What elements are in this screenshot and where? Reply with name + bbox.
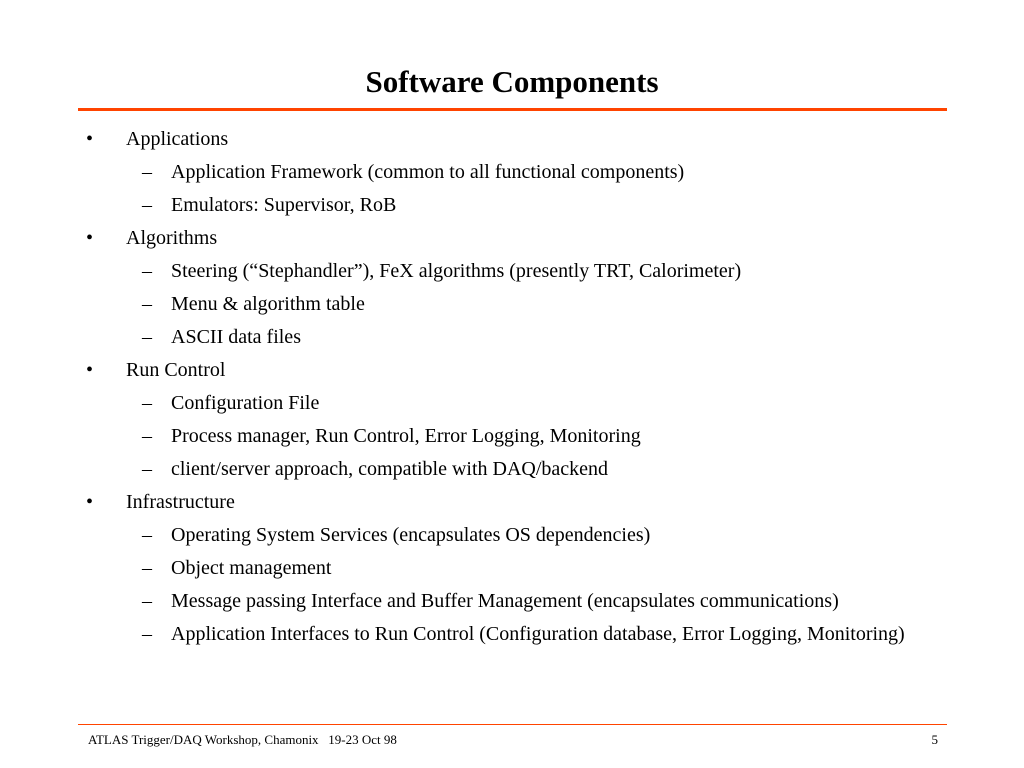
bullet-marker: •: [86, 128, 94, 150]
sub-list: [0, 387, 1024, 486]
sub-item-text: Emulators: Supervisor, RoB: [171, 194, 397, 216]
bullet-label: Run Control: [126, 359, 226, 381]
bullet-list: [0, 123, 1024, 651]
sub-item-text: ASCII data files: [171, 326, 301, 348]
sub-item: [0, 321, 1024, 354]
sub-marker: –: [142, 524, 152, 546]
slide-title: Software Components: [365, 64, 659, 99]
sub-list: [0, 156, 1024, 222]
sub-marker: –: [142, 194, 152, 216]
sub-item-text: Application Interfaces to Run Control (Configuration database, Error Logging, Monitoring): [171, 623, 905, 645]
sub-item: [0, 255, 1024, 288]
sub-item: [0, 420, 1024, 453]
sub-item-text: Menu & algorithm table: [171, 293, 365, 315]
bullet-marker: •: [86, 491, 94, 513]
sub-item: [0, 552, 1024, 585]
sub-marker: –: [142, 326, 152, 348]
sub-marker: –: [142, 623, 152, 645]
sub-marker: –: [142, 161, 152, 183]
sub-item-text: Steering (“Stephandler”), FeX algorithms (presently TRT, Calorimeter): [171, 260, 742, 282]
bullet-section: [0, 486, 1024, 651]
bullet-item: [0, 222, 1024, 255]
footer-divider: [78, 724, 947, 725]
sub-item-text: Configuration File: [171, 392, 320, 414]
sub-list: [0, 519, 1024, 651]
sub-item: [0, 519, 1024, 552]
sub-marker: –: [142, 557, 152, 579]
sub-item: [0, 618, 1024, 651]
footer-event-text: ATLAS Trigger/DAQ Workshop, Chamonix 19-23 Oct 98: [88, 732, 397, 747]
bullet-marker: •: [86, 227, 94, 249]
sub-item-text: Application Framework (common to all functional components): [171, 161, 685, 183]
sub-item: [0, 288, 1024, 321]
bullet-section: [0, 123, 1024, 222]
page-number: 5: [931, 732, 938, 747]
sub-item: [0, 387, 1024, 420]
bullet-label: Infrastructure: [126, 491, 235, 513]
sub-item: [0, 585, 1024, 618]
sub-marker: –: [142, 392, 152, 414]
bullet-label: Applications: [126, 128, 229, 150]
sub-marker: –: [142, 293, 152, 315]
sub-marker: –: [142, 590, 152, 612]
sub-item: [0, 453, 1024, 486]
sub-item-text: Process manager, Run Control, Error Logging, Monitoring: [171, 425, 641, 447]
bullet-item: [0, 354, 1024, 387]
bullet-marker: •: [86, 359, 94, 381]
bullet-section: [0, 354, 1024, 486]
sub-item: [0, 156, 1024, 189]
title-divider: [78, 108, 947, 111]
bullet-section: [0, 222, 1024, 354]
sub-list: [0, 255, 1024, 354]
bullet-label: Algorithms: [126, 227, 218, 249]
sub-item-text: Operating System Services (encapsulates OS dependencies): [171, 524, 651, 546]
sub-marker: –: [142, 425, 152, 447]
sub-item-text: Object management: [171, 557, 332, 579]
bullet-item: [0, 123, 1024, 156]
sub-item-text: client/server approach, compatible with DAQ/backend: [171, 458, 609, 480]
sub-item-text: Message passing Interface and Buffer Management (encapsulates communications): [171, 590, 839, 612]
sub-marker: –: [142, 458, 152, 480]
bullet-item: [0, 486, 1024, 519]
sub-marker: –: [142, 260, 152, 282]
sub-item: [0, 189, 1024, 222]
